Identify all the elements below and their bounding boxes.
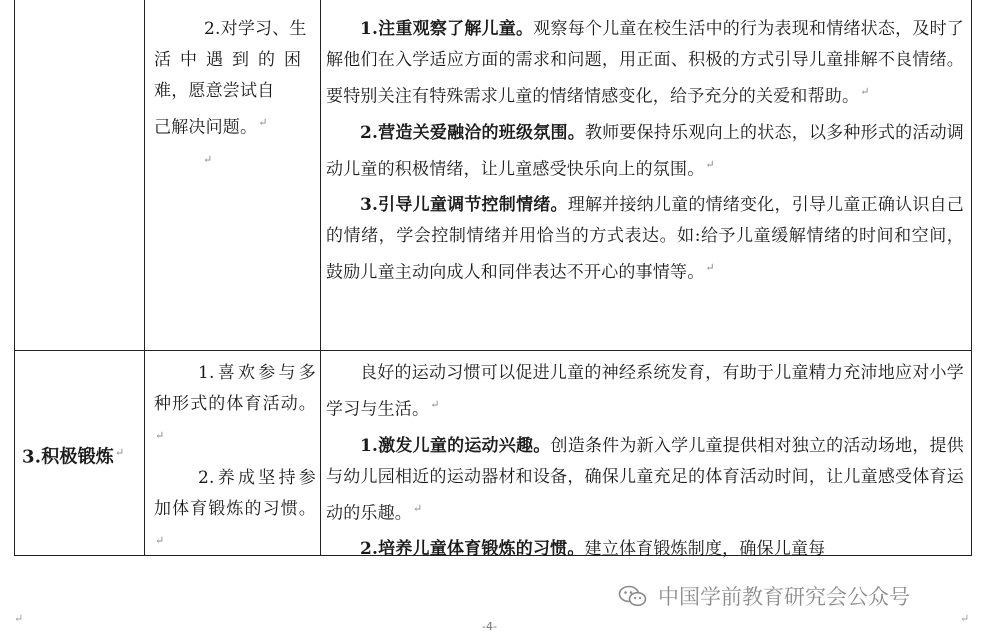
table-border-right [971, 0, 972, 556]
measure-body: 教师要保持乐观向上的状态，以多种形式的活动调动儿童的积极情绪，让儿童感受快乐向上的氛围。 [326, 122, 964, 180]
paragraph-mark: ↵ [155, 429, 165, 442]
row1-goal-line: 2.对学习、生 [204, 19, 307, 39]
goal-text: 1.喜欢参与多种形式的体育活动。 [154, 363, 316, 414]
row1-measures-cell [326, 14, 964, 289]
paragraph-mark: ↵ [705, 157, 715, 171]
measure-body: 观察每个儿童在校生活中的行为表现和情绪状态，及时了解他们在入学适应方面的需求和问题，用正面、积极的方式引导儿童排解不良情绪。要特别关注有特殊需求儿童的情绪情感变化，给予充分的关爱和帮助。 [326, 19, 965, 107]
paragraph-mark: ↵ [258, 116, 268, 129]
page-number: -4- [482, 620, 497, 633]
goal-text: 2.养成坚持参加体育锻炼的习惯。 [154, 467, 316, 519]
row1-goal-cell [154, 14, 314, 180]
paragraph-mark: ↵ [203, 152, 213, 166]
row-divider [14, 350, 972, 351]
paragraph-mark: ↵ [115, 446, 125, 459]
row1-goal-line: 活中遇到的困 [154, 50, 310, 70]
intro-text: 良好的运动习惯可以促进儿童的神经系统发育，有助于儿童精力充沛地应对小学学习与生活。 [326, 363, 964, 420]
row1-goal-line: 难，愿意尝试自 [154, 81, 275, 101]
measure-body: 创造条件为新入学儿童提供相对独立的活动场地，提供与幼儿园相近的运动器材和设备，确保儿童充足的体育活动时间，让儿童感受体育运动的乐趣。 [326, 435, 964, 524]
row2-goal-cell [154, 358, 316, 561]
paragraph-mark: ↵ [413, 501, 423, 515]
category-label: 3.积极锻炼 [22, 446, 114, 468]
measure-title: 3.引导儿童调节控制情绪。 [360, 195, 568, 216]
paragraph-mark: ↵ [155, 533, 165, 547]
goal-paragraph [154, 358, 316, 457]
measure-body: 理解并接纳儿童的情绪变化，引导儿童正确认识自己的情绪，学会控制情绪并用恰当的方式表达。如:给予儿童缓解情绪的时间和空间，鼓励儿童主动向成人和同伴表达不开心的事情等。 [326, 195, 964, 283]
goal-paragraph [154, 463, 316, 562]
measure-paragraph [326, 190, 964, 289]
measure-title: 2.营造关爱融洽的班级氛围。 [360, 122, 585, 143]
paragraph-mark: ↵ [860, 85, 870, 98]
watermark [618, 584, 910, 608]
paragraph-mark: ↵ [14, 612, 24, 625]
measure-title: 1.注重观察了解儿童。 [360, 19, 534, 39]
paragraph-mark: ↵ [960, 612, 970, 625]
measure-paragraph [326, 14, 964, 113]
measure-body: 建立体育锻炼制度，确保儿童每 [584, 539, 826, 560]
row2-category-cell [22, 437, 142, 474]
column-divider-1 [144, 0, 145, 556]
row1-goal-line: 己解决问题。 [154, 117, 258, 138]
curriculum-table [14, 0, 972, 560]
measure-paragraph [326, 118, 964, 186]
measure-paragraph [326, 431, 964, 530]
watermark-text: 中国学前教育研究会公众号 [658, 585, 910, 609]
intro-paragraph [326, 358, 964, 426]
measure-paragraph [326, 534, 964, 565]
measure-title: 1.激发儿童的运动兴趣。 [360, 435, 551, 456]
table-border-left [14, 0, 15, 556]
row2-measures-cell [326, 358, 964, 565]
wechat-logo-icon [618, 585, 648, 607]
paragraph-mark: ↵ [705, 261, 715, 275]
paragraph-mark: ↵ [430, 398, 440, 411]
measure-title: 2.培养儿童体育锻炼的习惯。 [360, 539, 585, 560]
column-divider-2 [320, 0, 321, 556]
